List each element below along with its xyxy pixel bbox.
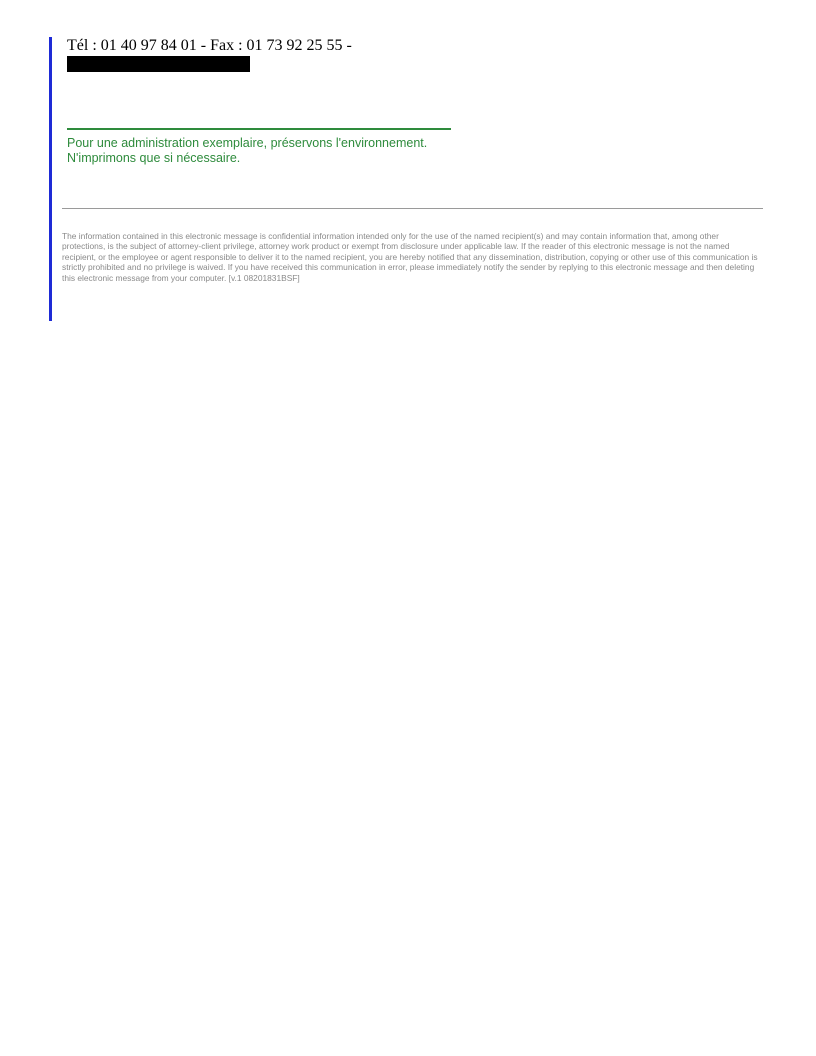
eco-message: [67, 136, 487, 166]
eco-message-line-1: Pour une administration exemplaire, préservons l'environnement.: [67, 136, 428, 150]
signature-contact-line: Tél : 01 40 97 84 01 - Fax : 01 73 92 25 55 -: [67, 37, 352, 54]
confidentiality-disclaimer: The information contained in this electronic message is confidential information intended only for the use of the named recipient(s) and may contain information that, among other protections, is the subject of attorney-client privilege, attorney work product or exempt from disclosure under applicable law. If the reader of this electronic message is not the named recipient, or the employee or agent responsible to deliver it to the named recipient, you are hereby notified that any dissemination, distribution, copying or other use of this communication is strictly prohibited and no privilege is waived. If you have received this communication in error, please immediately notify the sender by replying to this electronic message and then deleting this electronic message from your computer. [v.1 08201831BSF]: [62, 231, 758, 283]
disclaimer-divider: [62, 208, 763, 209]
redacted-email-block: [67, 56, 250, 72]
eco-divider: [67, 128, 451, 130]
eco-message-line-2: N'imprimons que si nécessaire.: [67, 151, 241, 165]
quote-bar: [49, 37, 52, 321]
